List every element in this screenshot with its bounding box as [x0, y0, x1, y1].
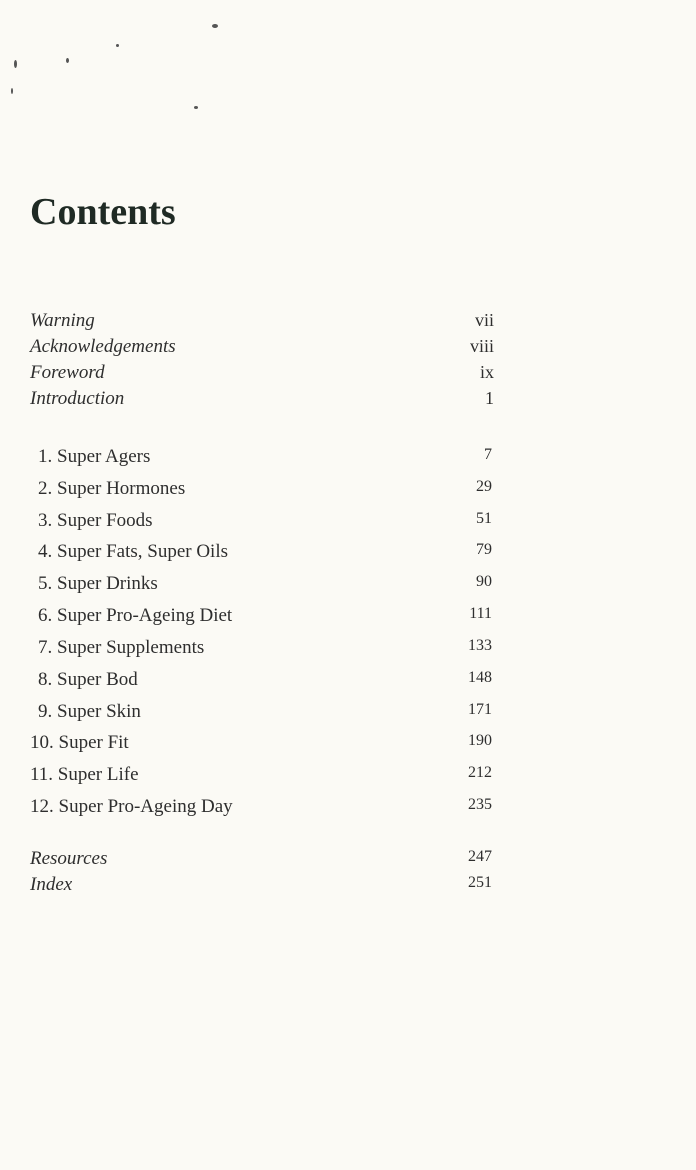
toc-entry-chapter-12 [0, 796, 696, 822]
toc-entry-chapter-5 [0, 573, 696, 599]
toc-entry-label: 3. Super Foods [38, 510, 153, 531]
toc-entry-label: 4. Super Fats, Super Oils [38, 541, 228, 562]
toc-entry-page: 235 [468, 796, 492, 813]
toc-entry-foreword [0, 362, 696, 388]
toc-entry-label: Foreword [30, 362, 105, 383]
toc-entry-page: 51 [476, 510, 492, 527]
toc-entry-chapter-3 [0, 510, 696, 536]
toc-entry-page: 190 [468, 732, 492, 749]
page-title: Contents [30, 191, 176, 233]
toc-entry-page: vii [474, 310, 494, 330]
toc-entry-label: 10. Super Fit [30, 732, 129, 753]
toc-entry-page: 7 [484, 446, 492, 463]
toc-entry-label: Warning [30, 310, 95, 331]
toc-entry-page: 133 [468, 637, 492, 654]
toc-entry-page: viii [469, 336, 494, 356]
toc-entry-page: 90 [476, 573, 492, 590]
toc-entry-label: 2. Super Hormones [38, 478, 186, 499]
toc-entry-chapter-10 [0, 732, 696, 758]
toc-entry-page: 111 [469, 605, 492, 622]
toc-entry-page: 148 [468, 669, 492, 686]
toc-entry-introduction [0, 388, 696, 414]
toc-entry-label: Index [30, 874, 73, 895]
toc-entry-page: 171 [468, 701, 492, 718]
dust-speck [194, 106, 198, 109]
toc-entry-label: Acknowledgements [30, 336, 176, 357]
toc-entry-page: 251 [468, 874, 492, 891]
toc-entry-page: 79 [476, 541, 492, 558]
toc-entry-page: 212 [468, 764, 492, 781]
toc-entry-chapter-8 [0, 669, 696, 695]
toc-entry-acknowledgements [0, 336, 696, 362]
toc-entry-chapter-6 [0, 605, 696, 631]
toc-entry-label: 6. Super Pro-Ageing Diet [38, 605, 233, 626]
toc-entry-chapter-9 [0, 701, 696, 727]
toc-entry-chapter-2 [0, 478, 696, 504]
toc-entry-label: 12. Super Pro-Ageing Day [30, 796, 233, 817]
toc-entry-label: Resources [30, 848, 108, 869]
toc-entry-chapter-7 [0, 637, 696, 663]
toc-entry-chapter-11 [0, 764, 696, 790]
toc-entry-chapter-4 [0, 541, 696, 567]
toc-entry-label: 9. Super Skin [38, 701, 141, 722]
toc-entry-warning [0, 310, 696, 336]
dust-speck [11, 88, 13, 94]
toc-entry-resources [0, 848, 696, 874]
dust-speck [14, 60, 17, 68]
toc-entry-index [0, 874, 696, 900]
toc-entry-page: 247 [468, 848, 492, 865]
toc-entry-label: 7. Super Supplements [38, 637, 205, 658]
toc-entry-page: 29 [476, 478, 492, 495]
toc-entry-label: Introduction [30, 388, 125, 409]
toc-entry-page: 1 [485, 388, 494, 408]
dust-speck [66, 58, 69, 63]
toc-entry-label: 8. Super Bod [38, 669, 138, 690]
toc-entry-label: 11. Super Life [30, 764, 139, 785]
toc-entry-label: 5. Super Drinks [38, 573, 158, 594]
toc-entry-label: 1. Super Agers [38, 446, 151, 467]
dust-speck [116, 44, 119, 47]
dust-speck [212, 24, 218, 28]
toc-entry-page: ix [479, 362, 494, 382]
toc-entry-chapter-1 [0, 446, 696, 472]
